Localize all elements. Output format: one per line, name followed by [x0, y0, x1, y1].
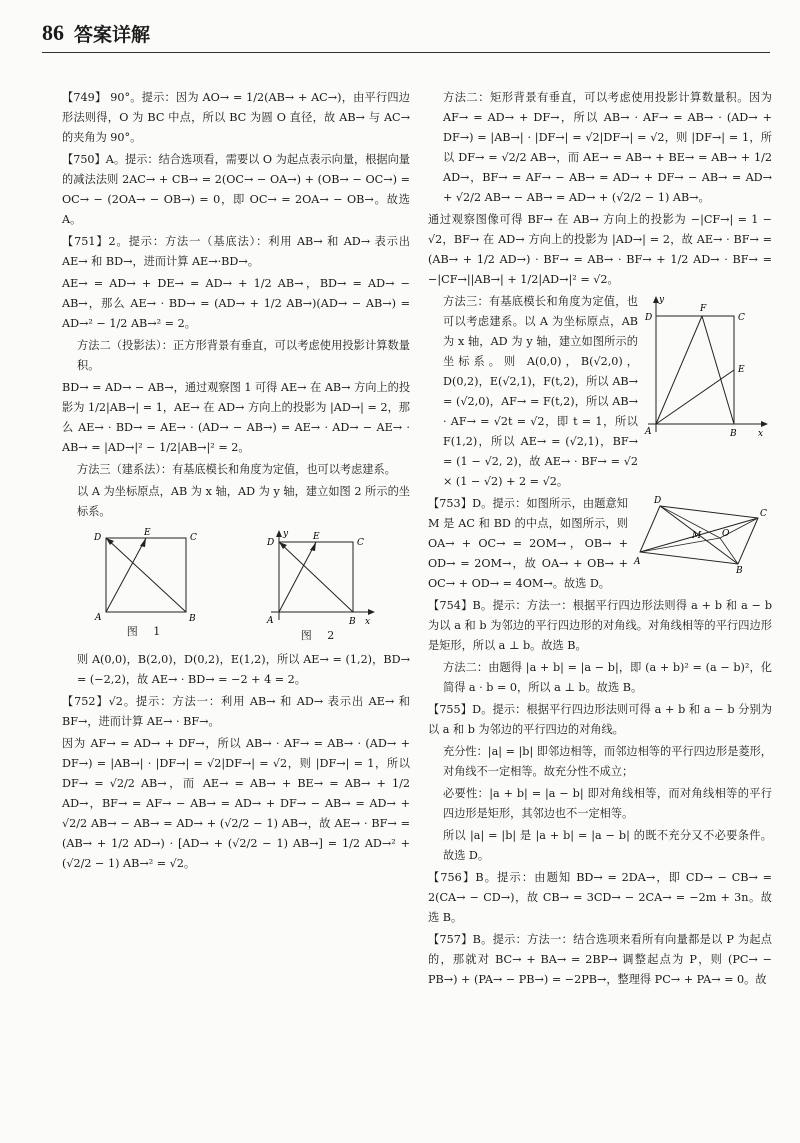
coordinate-diagram-2	[261, 528, 381, 628]
vector-BD	[106, 538, 186, 612]
label-A: A	[266, 616, 273, 626]
answer-755-sufficiency: 充分性：|a| = |b| 即邻边相等，而邻边相等的平行四边形是菱形，对角线不一定相等。故充分性不成立；	[443, 745, 772, 778]
label-O: O	[722, 529, 730, 539]
figure-1-caption: 图 1	[126, 625, 167, 638]
right-column	[428, 88, 772, 992]
answer-756: 【756】B。提示：由题知 BD→ = 2DA→，即 CD→ − CB→ = 2(CA→ − CD→)，故 CB→ = 3CD→ − 2CA→ = −2m + 3n。故选 B。	[428, 871, 772, 924]
rectangle-coordinate-diagram	[642, 292, 772, 442]
answer-751-calc: AE→ = AD→ + DE→ = AD→ + 1/2 AB→，BD→ = AD→ − AB→，那么 AE→ · BD→ = (AD→ + 1/2 AB→)(AD→ − AB→) = AD→² − 1/2 AB→² = 2。	[62, 277, 410, 330]
page-header	[42, 22, 150, 44]
label-x: x	[364, 617, 370, 627]
answer-754-method1: 【754】B。提示：方法一：根据平行四边形法则得 a + b 和 a − b 为以 a 和 b 为邻边的平行四边形的对角线。对角线相等的平行四边形是矩形，所以 a ⊥ b。故选 B。	[428, 599, 772, 652]
answer-752-method3: 方法三：有基底模长和角度为定值，也可以考虑建系。以 A 为坐标原点，AB 为 x 轴，AD 为 y 轴，建立如图所示的坐标系。则 A(0,0)，B(√2,0)，D(0,2)，E(√2,1)，F(t,2)，所以 AB→ = (√2,0)，AF→ = F(t,2)，所以 AB→ · AF→ = √2t = √2，即 t = 1，所以 F(1,2)，所以 AE→ = (√2,1)，BF→ = (1 − √2, 2)，故 AE→ · BF→ = √2 × (1 − √2) + 2 = √2。	[443, 295, 638, 488]
square-diagram-1	[92, 528, 202, 624]
label-A: A	[645, 427, 652, 437]
label-D: D	[645, 313, 653, 323]
label-F: F	[700, 304, 707, 314]
answer-749: 【749】 90°。提示：因为 AO→ = 1/2(AB→ + AC→)，由平行四边形法则得，O 为 BC 中点，所以 BC 为圆 O 直径，故 AB→ 与 AC→ 的夹角为 90°。	[62, 91, 410, 144]
answer-752-calc: 因为 AF→ = AD→ + DF→，所以 AB→ · AF→ = AB→ · (AD→ + DF→) = |AB→| · |DF→| = √2|DF→| = √2，则 |DF→| = 1，所以 DF→ = √2/2 AB→，而 AE→ = AB→ + BE→ = AB→ + 1/2 AD→，BF→ = AF→ − AB→ = AD→ + DF→ − AB→ = AD→ + √2/2 AB→ − AB→ = AD→ + (√2/2 − 1) AB→，故 AE→ · BF→ = (AB→ + 1/2 AD→) · [AD→ + (√2/2 − 1) AB→] = 1/2 AD→² + (√2/2 − 1) AB→² = √2。	[62, 737, 410, 870]
figure-2	[261, 528, 381, 646]
answer-755: 【755】D。提示：根据平行四边形法则可得 a + b 和 a − b 分别为以 a 和 b 为邻边的平行四边的对角线。	[428, 703, 772, 736]
label-C: C	[356, 538, 364, 548]
header-rule	[42, 52, 770, 53]
vector-AE	[106, 538, 146, 612]
label-B: B	[348, 617, 356, 627]
answer-752-projection: 通过观察图像可得 BF→ 在 AB→ 方向上的投影为 −|CF→| = 1 − √2，BF→ 在 AD→ 方向上的投影为 |AD→| = 2，故 AE→ · BF→ = (AB→ + 1/2 AD→) · BF→ = AB→ · BF→ + 1/2 AD→ · BF→ = −|CF→||AB→| + 1/2|AD→|² = √2。	[428, 213, 772, 286]
label-y: y	[659, 295, 665, 305]
answer-755-conclusion: 所以 |a| = |b| 是 |a + b| = |a − b| 的既不充分又不必要条件。故选 D。	[443, 829, 772, 862]
label-E: E	[143, 528, 151, 538]
page-number: 86	[42, 20, 64, 45]
label-A: A	[94, 613, 101, 623]
label-x: x	[758, 429, 764, 439]
label-D: D	[93, 533, 101, 543]
label-C: C	[738, 313, 745, 323]
label-C: C	[760, 509, 767, 519]
parallelogram-diagram	[632, 494, 772, 574]
answer-754-method2: 方法二：由题得 |a + b| = |a − b|，即 (a + b)² = (a − b)²，化简得 a · b = 0，所以 a ⊥ b。故选 B。	[443, 661, 772, 694]
label-B: B	[736, 566, 743, 574]
label-B: B	[730, 429, 737, 439]
answer-757: 【757】B。提示：方法一：结合选项来看所有向量都是以 P 为起点的，那就对 BC→ + BA→ = 2BP→ 调整起点为 P，则 (PC→ − PB→) + (PA→ − PB→) = −2PB→，整理得 PC→ + PA→ = 0。故	[428, 933, 772, 986]
answer-752-method2: 方法二：矩形背景有垂直，可以考虑使用投影计算数量积。因为 AF→ = AD→ + DF→，所以 AB→ · AF→ = AB→ · (AD→ + DF→) = |AB→| · |DF→| = √2|DF→| = √2，则 |DF→| = 1，所以 DF→ = √2/2 AB→，而 AE→ = AB→ + BE→ = AB→ + 1/2 AD→，BF→ = AF→ − AB→ = AD→ + DF→ − AB→ = AD→ + √2/2 AB→ − AB→ = AD→ + (√2/2 − 1) AB→。	[443, 91, 772, 204]
label-M: M	[692, 531, 702, 541]
answer-752-method3-block	[428, 292, 772, 494]
label-y: y	[282, 529, 288, 539]
answer-751-coords: 以 A 为坐标原点，AB 为 x 轴，AD 为 y 轴，建立如图 2 所示的坐标系。	[77, 485, 410, 518]
answer-753: 【753】D。提示：如图所示，由题意知 M 是 AC 和 BD 的中点，如图所示，则 OA→ + OC→ = 2OM→，OB→ + OD→ = 2OM→，故 OA→ + OB→ + OC→ + OD→ = 4OM→。故选 D。	[428, 497, 628, 590]
label-D: D	[654, 496, 662, 506]
page-title: 答案详解	[74, 23, 151, 46]
answer-751-projection: BD→ = AD→ − AB→，通过观察图 1 可得 AE→ 在 AB→ 方向上的投影为 1/2|AB→| = 1，AE→ 在 AD→ 方向上的投影为 |AD→| = 2，那么 AE→ · BD→ = AE→ · (AD→ − AB→) = AE→ · AD→ − AE→ · AB→ = |AD→|² − 1/2|AB→|² = 2。	[62, 381, 411, 454]
label-B: B	[188, 614, 196, 624]
answer-751-method1: 【751】2。提示：方法一（基底法）：利用 AB→ 和 AD→ 表示出 AE→ 和 BD→，进而计算 AE→·BD→。	[62, 235, 410, 268]
figure-2-caption: 图 2	[300, 629, 341, 642]
answer-751-method2: 方法二（投影法）：正方形背景有垂直，可以考虑使用投影计算数量积。	[77, 339, 410, 372]
label-C: C	[189, 533, 197, 543]
label-E: E	[738, 365, 745, 375]
label-D: D	[266, 538, 274, 548]
answer-751-method3: 方法三（建系法）：有基底模长和角度为定值，也可以考虑建系。	[77, 463, 396, 476]
answer-752-method1: 【752】√2。提示：方法一：利用 AB→ 和 AD→ 表示出 AE→ 和 BF→，进而计算 AE→ · BF→。	[62, 695, 410, 728]
label-E: E	[312, 532, 320, 542]
answer-751-result: 则 A(0,0)，B(2,0)，D(0,2)，E(1,2)，所以 AE→ = (1,2)，BD→ = (−2,2)，故 AE→ · BD→ = −2 + 4 = 2。	[77, 653, 410, 686]
answer-753-block	[428, 494, 772, 596]
label-A: A	[634, 557, 641, 567]
figures-751	[62, 528, 410, 646]
answer-755-necessity: 必要性：|a + b| = |a − b| 即对角线相等，而对角线相等的平行四边形是矩形，其邻边也不一定相等。	[443, 787, 772, 820]
left-column	[62, 88, 410, 876]
answer-750: 【750】A。提示：结合选项看，需要以 O 为起点表示向量，根据向量的减法法则 2AC→ + CB→ = 2(OC→ − OA→) + (OB→ − OC→) = OC→ − (2OA→ − OB→) = 0，即 OC→ = 2OA→ − OB→。故选 A。	[62, 153, 410, 226]
figure-1	[92, 528, 202, 646]
